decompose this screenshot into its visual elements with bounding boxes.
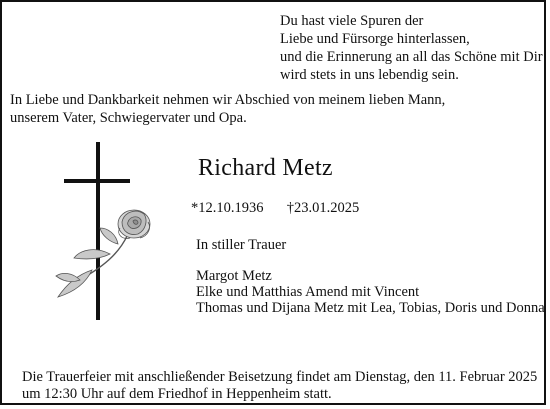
birth-date: *12.10.1936 bbox=[191, 200, 264, 216]
poem-line: und die Erinnerung an all das Schöne mit Dir bbox=[280, 49, 543, 65]
mourners-list bbox=[196, 268, 545, 316]
poem-line: wird stets in uns lebendig sein. bbox=[280, 67, 459, 83]
mourner: Elke und Matthias Amend mit Vincent bbox=[196, 284, 420, 300]
poem bbox=[280, 12, 545, 84]
intro-line: unserem Vater, Schwiegervater und Opa. bbox=[10, 110, 247, 126]
funeral-line: Die Trauerfeier mit anschließender Beisetzung findet am Dienstag, den 11. Februar 2025 bbox=[22, 369, 538, 385]
mourner: Thomas und Dijana Metz mit Lea, Tobias, Doris und Donna bbox=[196, 300, 545, 316]
mourner: Margot Metz bbox=[196, 268, 272, 284]
cross-with-rose bbox=[50, 142, 170, 322]
deceased-name: Richard Metz bbox=[198, 155, 333, 181]
funeral-line: um 12:30 Uhr auf dem Friedhof in Heppenheim statt. bbox=[22, 385, 332, 402]
poem-line: Du hast viele Spuren der bbox=[280, 13, 424, 29]
poem-line: Liebe und Fürsorge hinterlassen, bbox=[280, 31, 470, 47]
intro-line: In Liebe und Dankbarkeit nehmen wir Abschied von meinem lieben Mann, bbox=[10, 92, 446, 108]
death-date: †23.01.2025 bbox=[286, 200, 360, 216]
funeral-info bbox=[22, 369, 542, 402]
mourning-heading: In stiller Trauer bbox=[196, 237, 287, 253]
life-dates bbox=[191, 200, 359, 217]
rose-icon bbox=[56, 210, 150, 297]
intro-text bbox=[10, 91, 540, 127]
